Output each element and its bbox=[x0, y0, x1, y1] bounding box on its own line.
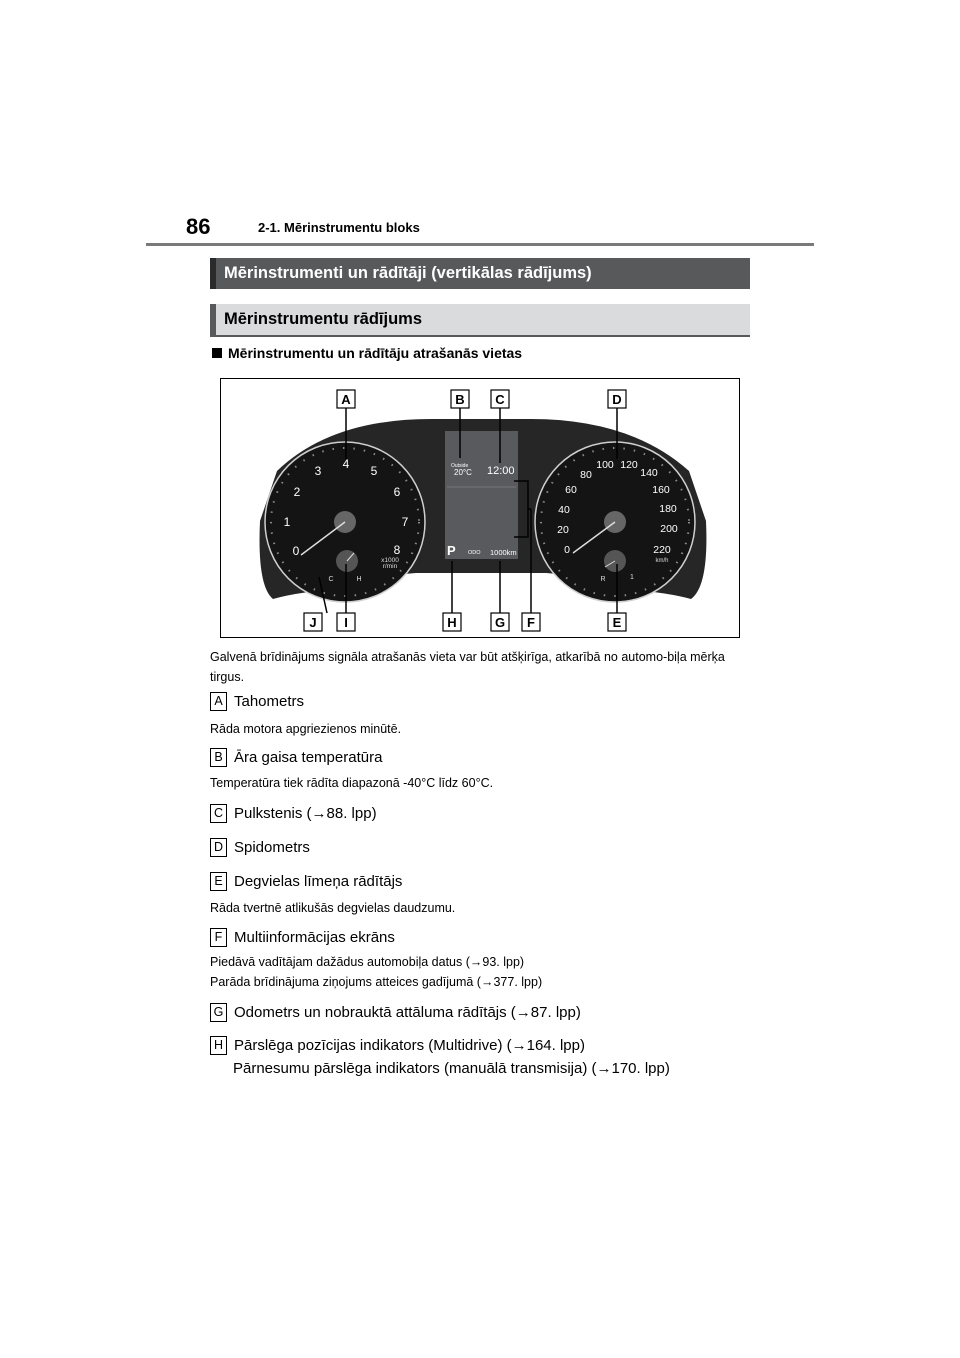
item-description: Rāda tvertnē atlikušās degvielas daudzumu. bbox=[210, 901, 456, 915]
temp-hot-label: H bbox=[356, 576, 362, 583]
speed-unit: km/h bbox=[655, 558, 669, 564]
item-description: Rāda motora apgriezienos minūtē. bbox=[210, 722, 402, 736]
speed-number: 140 bbox=[640, 467, 658, 479]
item-description: Piedāvā vadītājam dažādus automobiļa datus (→93. lpp) bbox=[210, 955, 525, 969]
item-description: Temperatūra tiek rādīta diapazonā -40°C līdz 60°C. bbox=[210, 776, 494, 790]
letter-box: A bbox=[210, 692, 227, 711]
speed-number: 0 bbox=[564, 544, 570, 556]
odo-value: 1000km bbox=[490, 548, 517, 557]
speed-number: 100 bbox=[596, 459, 614, 471]
letter-box: H bbox=[210, 1036, 227, 1055]
temp-cold-label: C bbox=[328, 576, 334, 583]
bullet-heading bbox=[212, 345, 522, 361]
item-fuel-gauge bbox=[210, 872, 402, 891]
item-clock bbox=[210, 804, 377, 823]
fuel-r-label: R bbox=[600, 576, 606, 583]
tach-number: 1 bbox=[283, 515, 291, 529]
subsection-title: Mērinstrumentu rādījums bbox=[224, 310, 423, 328]
item-outside-temperature bbox=[210, 748, 382, 767]
item-shift-indicator-manual: Pārnesumu pārslēga indikators (manuālā transmisija) (→170. lpp) bbox=[233, 1060, 670, 1077]
item-title: Pārslēga pozīcijas indikators (Multidrive) (→164. lpp) bbox=[234, 1037, 585, 1054]
section-accent bbox=[210, 258, 216, 289]
fuel-full-label: 1 bbox=[630, 574, 634, 581]
subsection-accent bbox=[210, 304, 216, 335]
callout-d: D bbox=[612, 392, 622, 407]
callout-f: F bbox=[527, 615, 535, 630]
item-title: Pulkstenis (→88. lpp) bbox=[234, 805, 377, 822]
tach-number: 5 bbox=[370, 464, 378, 478]
header-rule bbox=[146, 243, 814, 246]
letter-box: B bbox=[210, 748, 227, 767]
speed-number: 220 bbox=[653, 544, 671, 556]
outside-label: Outside bbox=[451, 463, 469, 469]
item-title: Tahometrs bbox=[234, 693, 305, 710]
letter-box: G bbox=[210, 1003, 227, 1022]
tach-number: 4 bbox=[342, 457, 350, 471]
item-title: Āra gaisa temperatūra bbox=[234, 749, 383, 766]
tach-number: 2 bbox=[293, 485, 301, 499]
speed-number: 120 bbox=[620, 459, 638, 471]
speed-number: 40 bbox=[558, 504, 570, 516]
tach-number: 8 bbox=[393, 543, 401, 557]
callout-j: J bbox=[309, 615, 317, 630]
tach-unit-top: x1000 bbox=[381, 557, 399, 564]
callout-b: B bbox=[455, 392, 465, 407]
clock-display: 12:00 bbox=[487, 465, 515, 477]
tach-unit-bottom: r/min bbox=[382, 563, 398, 570]
outside-temperature: 20°C bbox=[454, 468, 472, 477]
subsection-rule bbox=[210, 335, 750, 337]
subsection-title-bar bbox=[210, 304, 750, 335]
item-description: Parāda brīdinājuma ziņojums atteices gadījumā (→377. lpp) bbox=[210, 975, 543, 989]
multi-information-display bbox=[445, 431, 518, 559]
section-title-bar bbox=[210, 258, 750, 289]
item-shift-indicator bbox=[210, 1036, 585, 1055]
section-title: Mērinstrumenti un rādītāji (vertikālas rādījums) bbox=[224, 264, 592, 282]
callout-h: H bbox=[447, 615, 457, 630]
callout-i: I bbox=[344, 615, 348, 630]
item-multi-information-display bbox=[210, 928, 395, 947]
chapter-title: 2-1. Mērinstrumentu bloks bbox=[258, 220, 420, 235]
callout-a: A bbox=[341, 392, 351, 407]
odo-label: ODO bbox=[468, 550, 481, 556]
page-number: 86 bbox=[186, 214, 211, 239]
letter-box: D bbox=[210, 838, 227, 857]
speed-number: 20 bbox=[557, 524, 569, 536]
item-odometer bbox=[210, 1003, 581, 1022]
tach-number: 6 bbox=[393, 485, 401, 499]
callout-g: G bbox=[494, 615, 506, 630]
item-title: Spidometrs bbox=[234, 839, 310, 856]
item-title: Multiinformācijas ekrāns bbox=[234, 929, 395, 946]
tach-number: 3 bbox=[314, 464, 322, 478]
tach-number: 0 bbox=[292, 544, 300, 558]
item-speedometer bbox=[210, 838, 310, 857]
callout-c: C bbox=[495, 392, 505, 407]
bullet-heading-text: Mērinstrumentu un rādītāju atrašanās vietas bbox=[228, 345, 523, 361]
letter-box: C bbox=[210, 804, 227, 823]
speed-number: 160 bbox=[652, 484, 670, 496]
speed-number: 180 bbox=[659, 503, 677, 515]
square-bullet-icon bbox=[212, 348, 222, 358]
speed-number: 60 bbox=[565, 484, 577, 496]
tach-number: 7 bbox=[401, 515, 409, 529]
shift-position: P bbox=[447, 543, 456, 558]
instrument-cluster-illustration bbox=[221, 379, 739, 637]
item-title: Odometrs un nobrauktā attāluma rādītājs (→87. lpp) bbox=[234, 1004, 581, 1021]
speed-number: 200 bbox=[660, 523, 678, 535]
speed-number: 80 bbox=[580, 469, 592, 481]
item-tachometer bbox=[210, 692, 304, 711]
location-note: Galvenā brīdinājums signāla atrašanās vieta var būt atšķirīga, atkarībā no automo-biļa mērķa tirgus. bbox=[210, 650, 725, 684]
letter-box: F bbox=[210, 928, 227, 947]
letter-box: E bbox=[210, 872, 227, 891]
callout-e: E bbox=[612, 615, 622, 630]
item-title: Degvielas līmeņa rādītājs bbox=[234, 873, 403, 890]
instrument-cluster-figure bbox=[220, 378, 740, 638]
